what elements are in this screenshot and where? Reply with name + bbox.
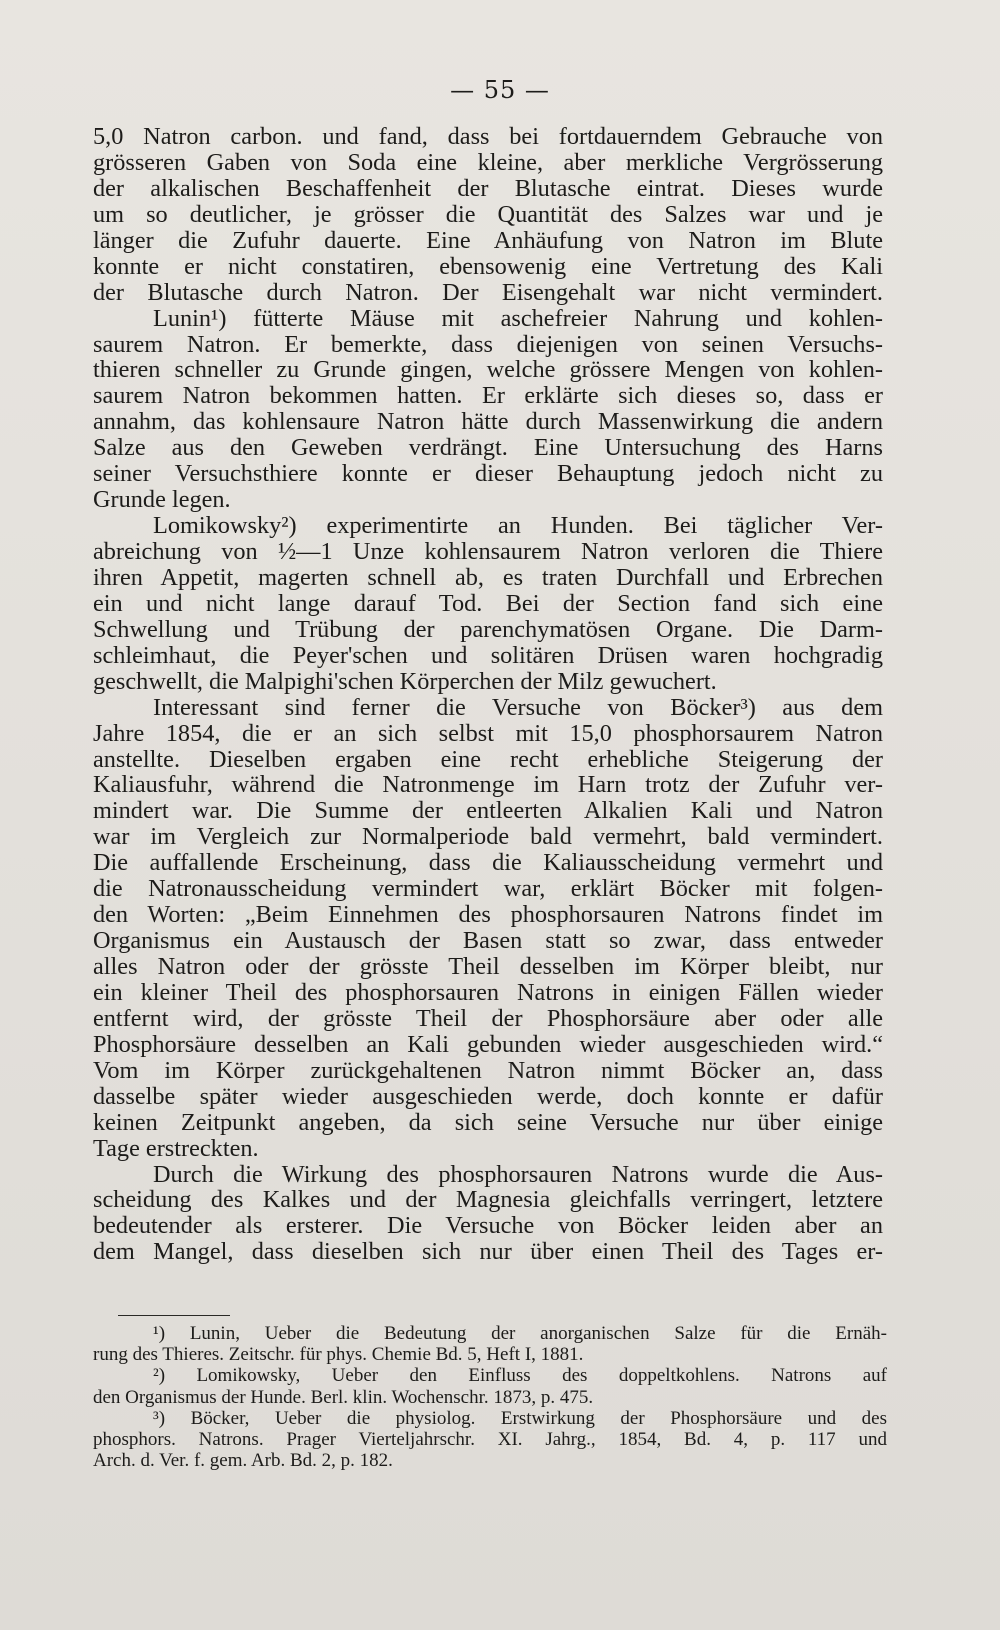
- text-line: ein und nicht lange darauf Tod. Bei der Section fand sich eine: [93, 589, 883, 617]
- text-line: entfernt wird, der grösste Theil der Phosphorsäure aber oder alle: [93, 1004, 883, 1032]
- text-line: der Blutasche durch Natron. Der Eisengehalt war nicht vermindert.: [93, 278, 883, 306]
- text-line: alles Natron oder der grösste Theil desselben im Körper bleibt, nur: [93, 953, 883, 980]
- footnote-separator: [118, 1315, 230, 1316]
- text-line: abreichung von ½—1 Unze kohlensaurem Natron verloren die Thiere: [93, 538, 883, 565]
- text-line: Tage erstreckten.: [93, 1134, 259, 1162]
- footnote-line: phosphors. Natrons. Prager Vierteljahrschr. XI. Jahrg., 1854, Bd. 4, p. 117 und: [93, 1428, 887, 1450]
- text-line: grösseren Gaben von Soda eine kleine, aber merkliche Vergrösserung: [93, 148, 883, 176]
- text-line: mindert war. Die Summe der entleerten Alkalien Kali und Natron: [93, 797, 883, 825]
- body-text: [93, 124, 883, 1265]
- footnote-line: den Organismus der Hunde. Berl. klin. Wochenschr. 1873, p. 475.: [93, 1386, 594, 1408]
- text-line: saurem Natron. Er bemerkte, dass diejenigen von seinen Versuchs-: [93, 330, 883, 358]
- text-line: Vom im Körper zurückgehaltenen Natron nimmt Böcker an, dass: [93, 1056, 883, 1084]
- text-line: Organismus ein Austausch der Basen statt so zwar, dass entweder: [93, 927, 883, 955]
- text-line: 5,0 Natron carbon. und fand, dass bei fortdauerndem Gebrauche von: [93, 123, 883, 150]
- text-line: den Worten: „Beim Einnehmen des phosphorsauren Natrons findet im: [93, 901, 883, 929]
- text-line: saurem Natron bekommen hatten. Er erklärte sich dieses so, dass er: [93, 382, 883, 410]
- text-line: bedeutender als ersterer. Die Versuche von Böcker leiden aber an: [93, 1212, 883, 1240]
- text-line: dasselbe später wieder ausgeschieden werde, doch konnte er dafür: [93, 1082, 883, 1110]
- text-line: Salze aus den Geweben verdrängt. Eine Untersuchung des Harns: [93, 434, 883, 462]
- text-line: Jahre 1854, die er an sich selbst mit 15,0 phosphorsaurem Natron: [93, 719, 883, 747]
- footnote-line: Arch. d. Ver. f. gem. Arb. Bd. 2, p. 182.: [93, 1450, 393, 1472]
- footnotes: [93, 1323, 887, 1471]
- footnote-line: ³) Böcker, Ueber die physiolog. Erstwirkung der Phosphorsäure und des: [153, 1407, 887, 1429]
- footnote-line: rung des Thieres. Zeitschr. für phys. Chemie Bd. 5, Heft I, 1881.: [93, 1344, 584, 1366]
- text-line: scheidung des Kalkes und der Magnesia gleichfalls verringert, letztere: [93, 1186, 883, 1214]
- text-line: thieren schneller zu Grunde gingen, welche grössere Mengen von kohlen-: [93, 356, 883, 384]
- text-line: um so deutlicher, je grösser die Quantität des Salzes war und je: [93, 200, 883, 228]
- text-line: ein kleiner Theil des phosphorsauren Natrons in einigen Fällen wieder: [93, 978, 883, 1006]
- page-number: — 55 —: [450, 76, 550, 104]
- text-line: der alkalischen Beschaffenheit der Blutasche eintrat. Dieses wurde: [93, 174, 883, 202]
- text-line: schleimhaut, die Peyer'schen und solitären Drüsen waren hochgradig: [93, 641, 883, 669]
- footnote-line: ¹) Lunin, Ueber die Bedeutung der anorganischen Salze für die Ernäh-: [153, 1323, 887, 1344]
- text-line: Phosphorsäure desselben an Kali gebunden wieder ausgeschieden wird.“: [93, 1030, 883, 1058]
- text-line: die Natronausscheidung vermindert war, erklärt Böcker mit folgen-: [93, 875, 883, 903]
- text-line: keinen Zeitpunkt angeben, da sich seine Versuche nur über einige: [93, 1108, 883, 1136]
- text-line: Kaliausfuhr, während die Natronmenge im Harn trotz der Zufuhr ver-: [93, 771, 883, 799]
- text-line: Lomikowsky²) experimentirte an Hunden. Bei täglicher Ver-: [153, 512, 883, 540]
- text-line: geschwellt, die Malpighi'schen Körperchen der Milz gewuchert.: [93, 667, 717, 695]
- text-line: Lunin¹) fütterte Mäuse mit aschefreier Nahrung und kohlen-: [153, 304, 883, 332]
- text-line: konnte er nicht constatiren, ebensowenig eine Vertretung des Kali: [93, 252, 883, 280]
- text-line: dem Mangel, dass dieselben sich nur über einen Theil des Tages er-: [93, 1238, 883, 1266]
- text-line: Die auffallende Erscheinung, dass die Kaliausscheidung vermehrt und: [93, 849, 883, 877]
- text-line: anstellte. Dieselben ergaben eine recht erhebliche Steigerung der: [93, 745, 883, 773]
- text-line: Interessant sind ferner die Versuche von Böcker³) aus dem: [153, 693, 883, 721]
- text-line: annahm, das kohlensaure Natron hätte durch Massenwirkung die andern: [93, 408, 883, 436]
- footnote-line: ²) Lomikowsky, Ueber den Einfluss des doppeltkohlens. Natrons auf: [153, 1365, 887, 1387]
- text-line: Schwellung und Trübung der parenchymatösen Organe. Die Darm-: [93, 615, 883, 643]
- text-line: ihren Appetit, magerten schnell ab, es traten Durchfall und Erbrechen: [93, 563, 883, 591]
- text-line: Grunde legen.: [93, 486, 231, 514]
- text-line: seiner Versuchsthiere konnte er dieser Behauptung jedoch nicht zu: [93, 460, 883, 488]
- text-line: länger die Zufuhr dauerte. Eine Anhäufung von Natron im Blute: [93, 226, 883, 254]
- text-line: Durch die Wirkung des phosphorsauren Natrons wurde die Aus-: [153, 1160, 883, 1188]
- text-line: war im Vergleich zur Normalperiode bald vermehrt, bald vermindert.: [93, 823, 883, 851]
